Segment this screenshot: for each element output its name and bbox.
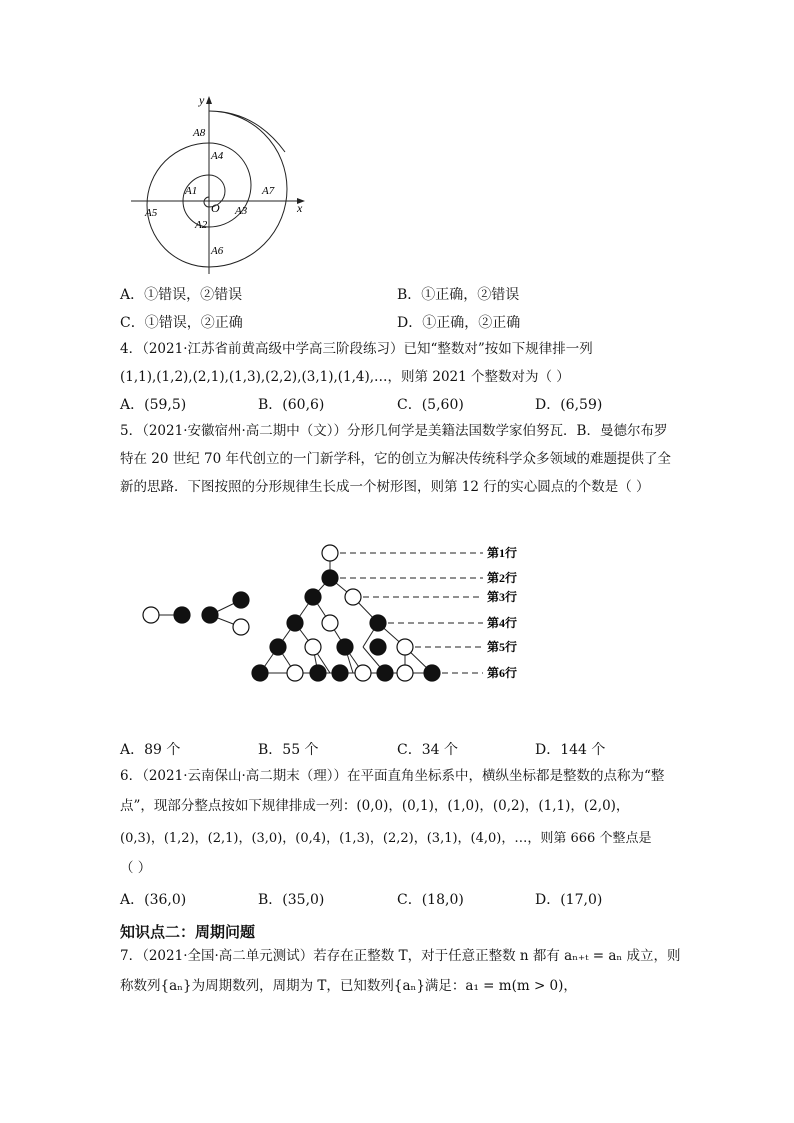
tree-solid-node — [252, 665, 268, 681]
q4-stem-line2: (1,1),(1,2),(2,1),(1,3),(2,2),(3,1),(1,4),…，则第 2021 个整数对为（ ） — [120, 369, 570, 385]
q5-option-a[interactable]: A．89 个 — [120, 742, 181, 758]
q4-option-b[interactable]: B．(60,6) — [258, 397, 325, 413]
point-label-a4: A4 — [211, 150, 224, 162]
row-label-5: 第5行 — [487, 640, 518, 654]
q6-stem-line2: 点”，现部分整点按如下规律排成一列：(0,0)，(0,1)，(1,0)，(0,2)，(1,1)，(2,0)， — [120, 798, 630, 814]
row-label-4: 第4行 — [487, 616, 518, 630]
tree-solid-node — [377, 665, 393, 681]
origin-label: O — [211, 201, 220, 215]
tree-hollow-node — [322, 545, 338, 561]
tree-solid-node — [424, 665, 440, 681]
q3-option-a[interactable]: A．①错误，②错误 — [120, 287, 243, 303]
row-label-3: 第3行 — [487, 590, 518, 604]
example-hollow-node — [233, 619, 249, 635]
point-label-a2: A2 — [195, 219, 208, 231]
fractal-tree-figure — [135, 535, 555, 695]
point-label-a3: A3 — [235, 205, 248, 217]
point-label-a1: A1 — [185, 185, 198, 197]
q5-option-c[interactable]: C．34 个 — [397, 742, 458, 758]
q7-stem-line2: 称数列{aₙ}为周期数列，周期为 T，已知数列{aₙ}满足：a₁ = m(m > 0)， — [120, 978, 577, 994]
example-solid-node — [202, 607, 218, 623]
tree-solid-node — [310, 665, 326, 681]
q5-option-b[interactable]: B．55 个 — [258, 742, 319, 758]
tree-solid-node — [337, 639, 353, 655]
q4-option-d[interactable]: D．(6,59) — [535, 397, 603, 413]
axis-x-label: x — [297, 201, 303, 215]
tree-hollow-node — [355, 665, 371, 681]
q5-stem-line2: 特在 20 世纪 70 年代创立的一门新学科，它的创立为解决传统科学众多领域的难题提供了全 — [120, 451, 672, 467]
tree-hollow-node — [305, 639, 321, 655]
example-solid-node — [233, 592, 249, 608]
tree-hollow-node — [287, 665, 303, 681]
row-label-1: 第1行 — [487, 546, 518, 560]
q5-option-d[interactable]: D．144 个 — [535, 742, 606, 758]
tree-solid-node — [370, 639, 386, 655]
axis-y-label: y — [199, 93, 205, 107]
q6-stem-line4: （ ） — [120, 860, 152, 876]
y-axis-arrow-icon — [206, 96, 212, 104]
point-label-a6: A6 — [211, 245, 224, 257]
tree-hollow-node — [322, 615, 338, 631]
example-solid-node — [174, 607, 190, 623]
q4-stem-line1: 4．（2021·江苏省前黄高级中学高三阶段练习）已知“整数对”按如下规律排一列 — [120, 341, 593, 357]
q6-option-c[interactable]: C．(18,0) — [397, 892, 464, 908]
section-heading: 知识点二：周期问题 — [120, 923, 256, 941]
tree-hollow-node — [345, 589, 361, 605]
q3-option-c[interactable]: C．①错误，②正确 — [120, 315, 243, 331]
q6-option-b[interactable]: B．(35,0) — [258, 892, 325, 908]
row-label-2: 第2行 — [487, 571, 518, 585]
q3-option-b[interactable]: B．①正确，②错误 — [397, 287, 520, 303]
q7-stem-line1: 7．（2021·全国·高二单元测试）若存在正整数 T，对于任意正整数 n 都有 aₙ₊ₜ = aₙ 成立，则 — [120, 948, 681, 964]
tree-solid-node — [287, 615, 303, 631]
q6-option-d[interactable]: D．(17,0) — [535, 892, 603, 908]
q3-option-d[interactable]: D．①正确，②正确 — [397, 315, 521, 331]
tree-solid-node — [370, 615, 386, 631]
q4-option-a[interactable]: A．(59,5) — [120, 397, 187, 413]
tree-hollow-node — [397, 639, 413, 655]
tree-solid-node — [332, 665, 348, 681]
point-label-a5: A5 — [145, 207, 158, 219]
tree-solid-node — [322, 570, 338, 586]
tree-hollow-node — [397, 665, 413, 681]
tree-solid-node — [270, 639, 286, 655]
q6-stem-line3: (0,3)，(1,2)，(2,1)，(3,0)，(0,4)，(1,3)，(2,2)，(3,1)，(4,0)，…，则第 666 个整点是 — [120, 831, 652, 846]
q6-stem-line1: 6．（2021·云南保山·高二期末（理））在平面直角坐标系中，横纵坐标都是整数的点称为“整 — [120, 768, 665, 784]
row-label-6: 第6行 — [487, 666, 518, 680]
spiral-figure — [125, 92, 315, 277]
example-hollow-node — [143, 607, 159, 623]
q4-option-c[interactable]: C．(5,60) — [397, 397, 464, 413]
point-label-a7: A7 — [262, 185, 275, 197]
q5-stem-line3: 新的思路．下图按照的分形规律生长成一个树形图，则第 12 行的实心圆点的个数是（ ） — [120, 479, 650, 495]
tree-solid-node — [305, 589, 321, 605]
point-label-a8: A8 — [193, 127, 206, 139]
q6-option-a[interactable]: A．(36,0) — [120, 892, 187, 908]
q5-stem-line1: 5．（2021·安徽宿州·高二期中（文））分形几何学是美籍法国数学家伯努瓦．B．曼德尔布罗 — [120, 423, 668, 439]
